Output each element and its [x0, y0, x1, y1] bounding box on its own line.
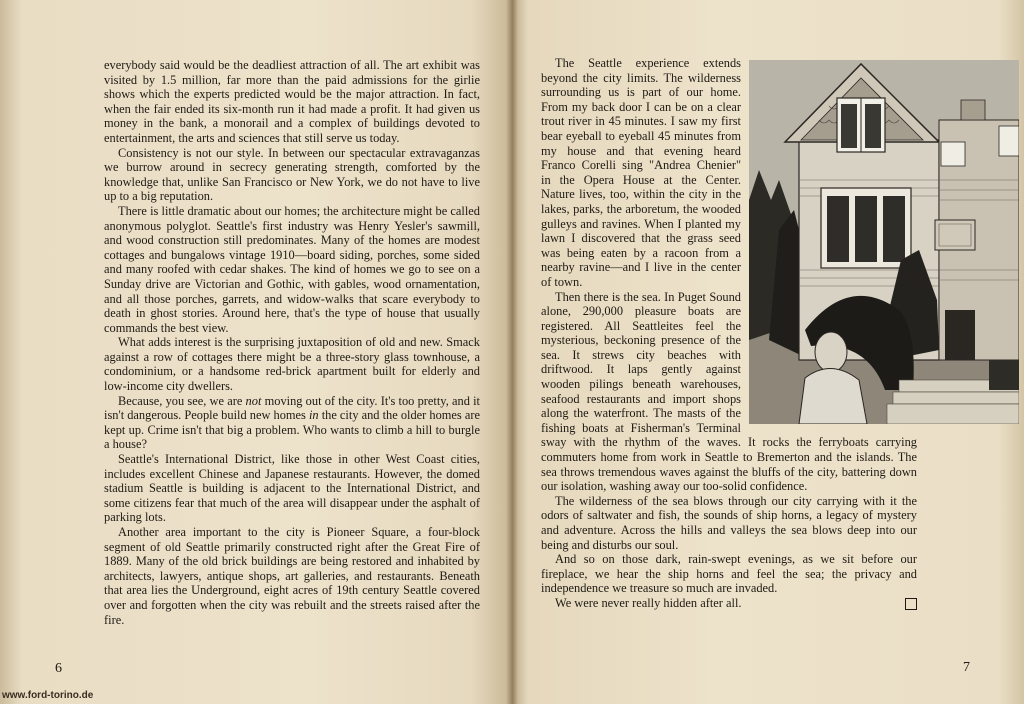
left-page-text [104, 58, 480, 627]
book-gutter [506, 0, 518, 704]
paragraph [541, 596, 917, 611]
paragraph: There is little dramatic about our homes; the architecture might be called anonymous polyglot. Seattle's first industry was Henry Yesler's sawmill, and wood construction still predominates. Many of the homes are modest cottages and bungalows vintage 1910—board siding, porches, some sided and many roofed with cedar shakes. The kind of homes we go to see on a Sunday drive are Victorian and Gothic, with gables, wood ornamentation, and all those porches, garrets, and widow-walks that scare everybody to death in ghost stories. Around here, that's the type of house that usually commands the best view. [104, 203, 480, 335]
victorian-house-photo [749, 60, 1019, 424]
text-run: moving out of the city. It's too pretty, and it isn't dangerous. People build new homes [104, 393, 480, 423]
paragraph: Another area important to the city is Pioneer Square, a four-block segment of old Seattle primarily constructed right after the Great Fire of 1889. Many of the old brick buildings are being restored and inhabited by architects, lawyers, antique shops, art galleries, and restaurants. Beneath that area lies the Underground, eight acres of 19th century Seattle covered over and forgotten when the city was rebuilt and the streets raised after the fire. [104, 525, 480, 627]
emphasis: not [245, 393, 262, 408]
text-run: We were never really hidden after all. [555, 595, 742, 610]
emphasis: in [308, 408, 319, 423]
right-page-text [541, 56, 917, 611]
paragraph: everybody said would be the deadliest attraction of all. The art exhibit was visited by 1.5 million, far more than the paid admissions for the girlie shows which the experts predicted would be the major attraction. In fact, when the fair ended its six-month run it had made a profit. It had given us money in the bank, a monorail and a complex of buildings devoted to entertainment, the arts and sciences that still serve us today. [104, 58, 480, 145]
paragraph: The wilderness of the sea blows through our city carrying with it the odors of saltwater and fish, the sounds of ship horns, a legacy of mystery and adventure. Across the hills and valleys the sea blows deep into our being and disturbs our soul. [541, 493, 917, 552]
paragraph: And so on those dark, rain-swept evenings, as we sit before our fireplace, we hear the ship horns and feel the sea; the privacy and independence we treasure so much are invaded. [541, 552, 917, 596]
page-number: 7 [963, 660, 970, 675]
paragraph: The Seattle experience extends beyond the city limits. The wilderness surrounding us is part of our home. From my back door I can be on a clear trout river in 45 minutes. I saw my first bear eyeball to eyeball 45 minutes from my house and that evening heard Franco Corelli sing "Andrea Chenier" in the Opera House at the Center. Nature lives, too, within the city in the lakes, parks, the arboretum, the wooded gulleys and ravines. When I planted my lawn I discovered that the grass seed was being eaten by a racoon from a nearby ravine—and I live in the center of town. [541, 56, 741, 289]
page-number: 6 [55, 661, 62, 676]
paragraph: Then there is the sea. In Puget Sound alone, 290,000 pleasure boats are registered. All Seattleites feel the mysterious, beckoning presence of the sea. It strews city beaches with driftwood. It laps gently against wooden pilings beneath warehouses, seafood restaurants and import shops along the waterfront. The masts of the fishing boats at Fisherman's Terminal sway with the rhythm of the waves. It rocks the ferryboats carrying commuters home from work in Seattle to Bremerton and the islands. The sea throws tremendous waves against the bluffs of the city, battering down our isolation, washing away our too-solid confidence. [541, 289, 917, 494]
end-mark-icon [905, 598, 917, 610]
watermark: www.ford-torino.de [2, 690, 94, 701]
text-run: Because, you see, we are [118, 393, 246, 408]
text-run: the city and the older homes are kept up. Crime isn't that big a problem. Who wants to climb a hill to burgle a house? [104, 408, 480, 452]
paragraph [104, 394, 480, 452]
paragraph: Consistency is not our style. In between our spectacular extravaganzas we burrow around in secrecy generating strength, comforted by the knowledge that, unlike San Francisco or New York, we do not have to live up to a big reputation. [104, 145, 480, 204]
paragraph: Seattle's International District, like those in other West Coast cities, includes excellent Chinese and Japanese restaurants. However, the domed stadium Seattle is building is adjacent to the International District, and some citizens fear that much of the area will disappear under the asphalt of parking lots. [104, 452, 480, 525]
paragraph: What adds interest is the surprising juxtaposition of old and new. Smack against a row of cottages there might be a three-story glass townhouse, a condominium, or a handsome red-brick apartment built for elderly and low-income city dwellers. [104, 335, 480, 394]
